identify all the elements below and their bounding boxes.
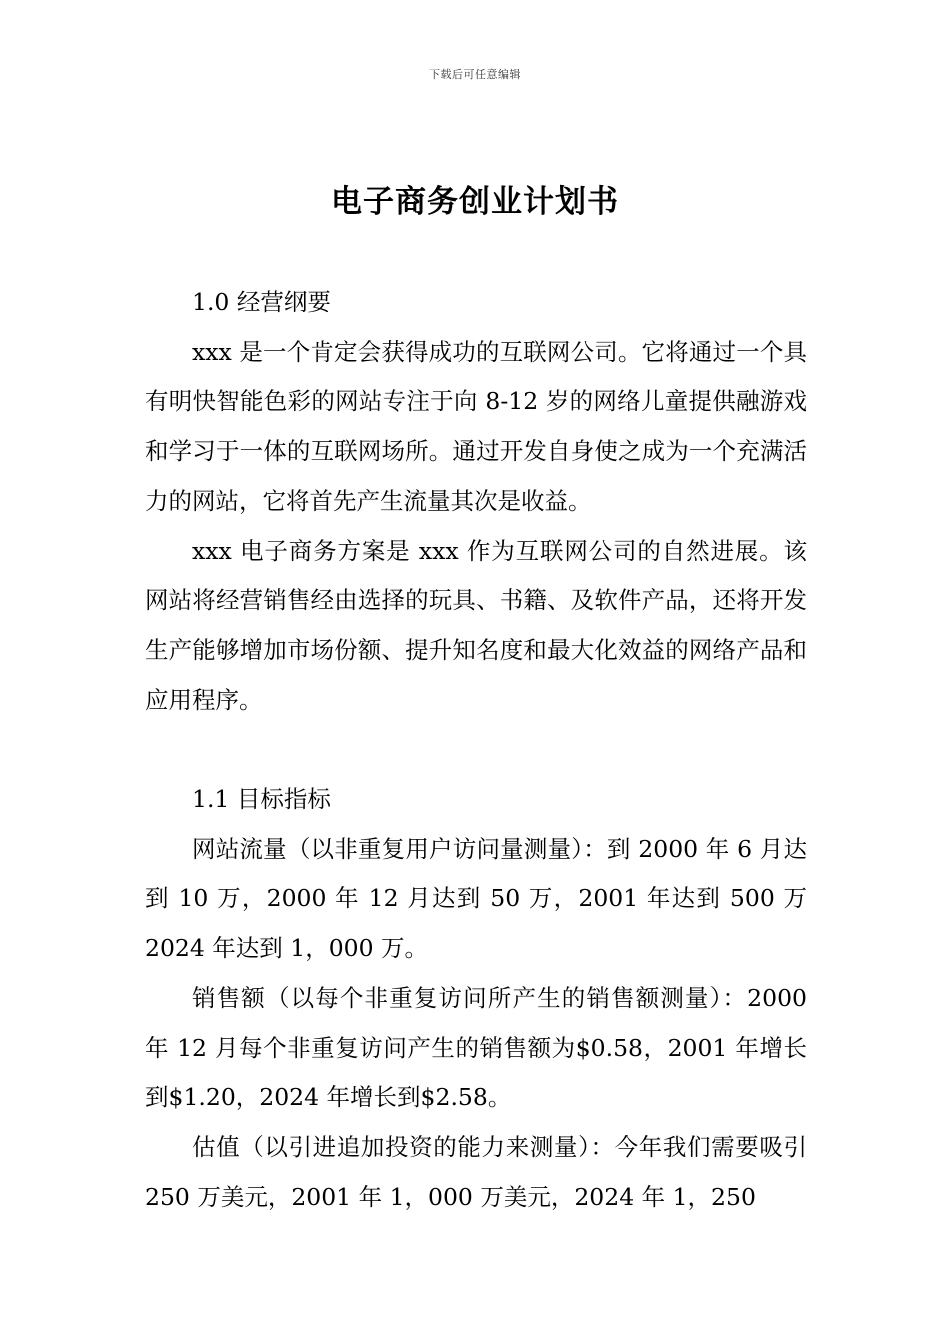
document-body xyxy=(145,278,807,1222)
header-note: 下载后可任意编辑 xyxy=(429,68,521,81)
paragraph: 销售额（以每个非重复访问所产生的销售额测量）：2000 年 12 月每个非重复访问产生的销售额为$0.58，2001 年增长到$1.20，2024 年增长到$2.58。 xyxy=(145,983,807,1112)
paragraph: xxx 是一个肯定会获得成功的互联网公司。它将通过一个具有明快智能色彩的网站专注于向 8-12 岁的网络儿童提供融游戏和学习于一体的互联网场所。通过开发自身使之成为一个充满活力的网站，它将首先产生流量其次是收益。 xyxy=(145,337,807,515)
document-title: 电子商务创业计划书 xyxy=(331,184,619,220)
section-heading-targets: 1.1 目标指标 xyxy=(192,785,331,814)
paragraph: 估值（以引进追加投资的能力来测量）：今年我们需要吸引 250 万美元，2001 年 1，000 万美元，2024 年 1，250 xyxy=(145,1132,807,1211)
section-heading-overview: 1.0 经营纲要 xyxy=(192,288,331,316)
paragraph: xxx 电子商务方案是 xxx 作为互联网公司的自然进展。该网站将经营销售经由选择的玩具、书籍、及软件产品，还将开发生产能够增加市场份额、提升知名度和最大化效益的网络产品和应用程序。 xyxy=(145,536,807,714)
section-spacer xyxy=(145,725,807,775)
paragraph: 网站流量（以非重复用户访问量测量）：到 2000 年 6 月达到 10 万，2000 年 12 月达到 50 万，2001 年达到 500 万 2024 年达到 1，000 万。 xyxy=(145,834,807,963)
